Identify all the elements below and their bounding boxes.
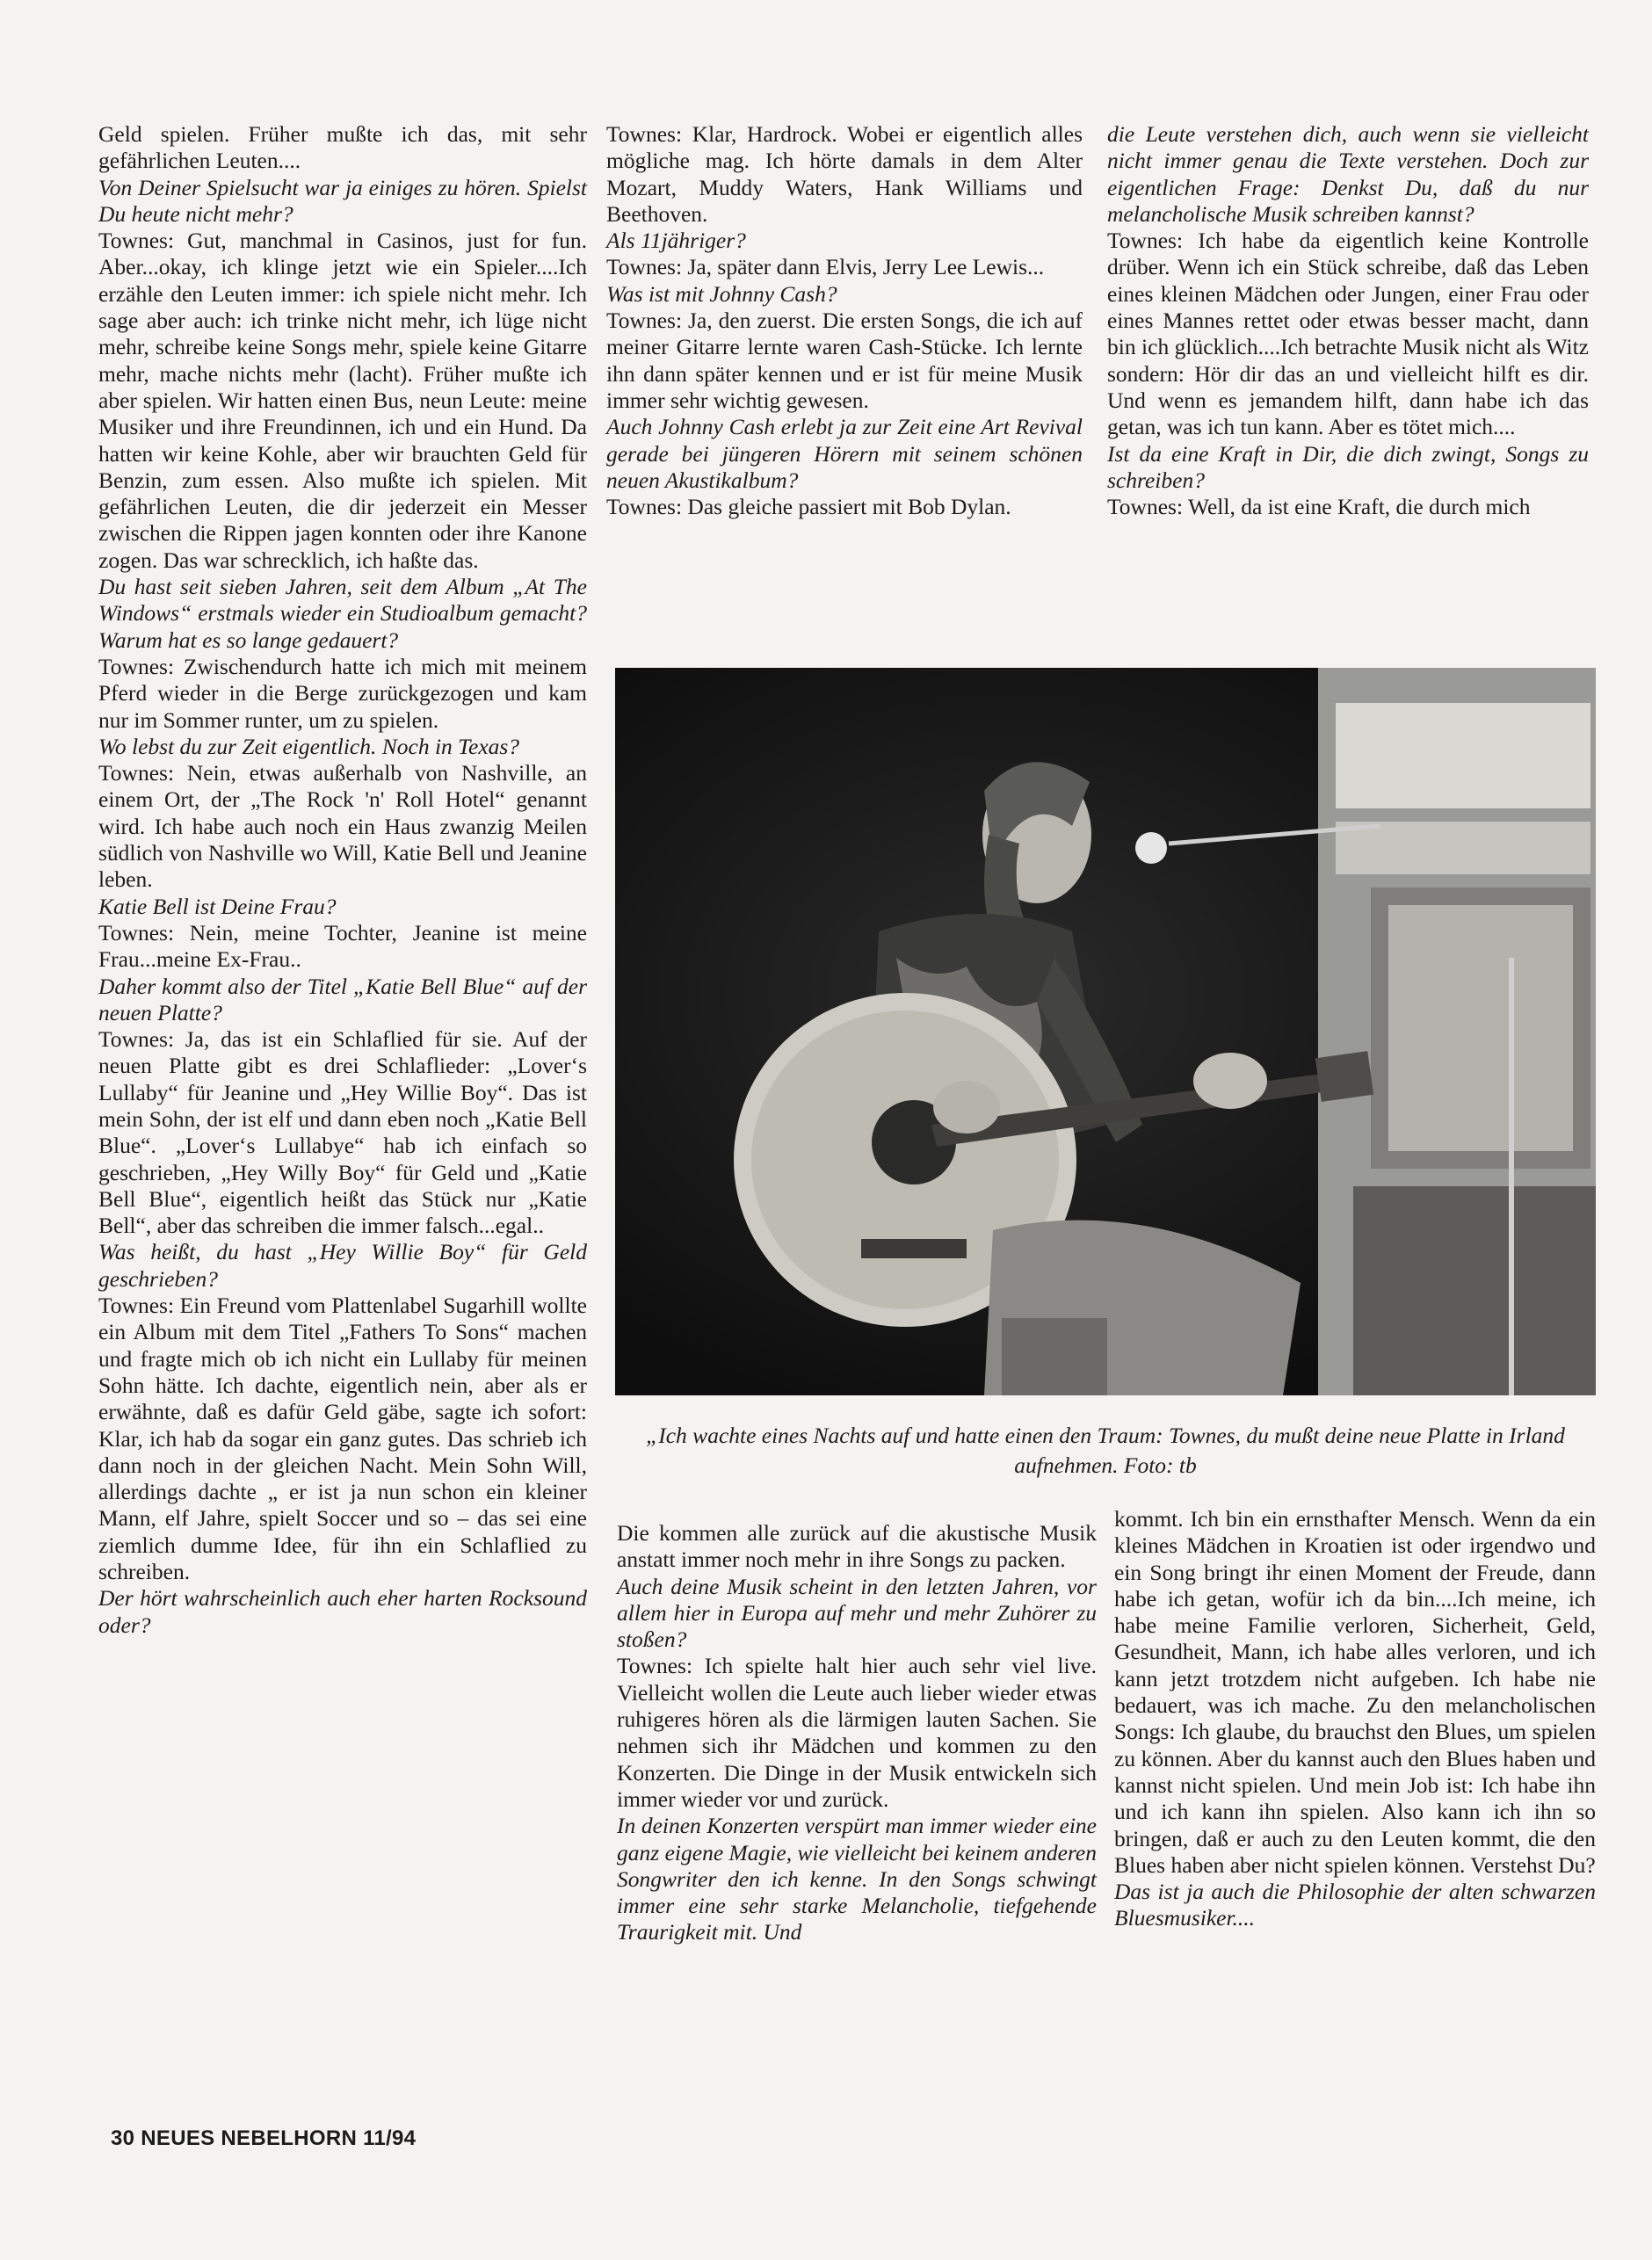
interview-answer: Geld spielen. Früher mußte ich das, mit sehr gefährlichen Leuten.... <box>98 121 587 174</box>
interview-question: Du hast seit sieben Jahren, seit dem Album „At The Windows“ erstmals wieder ein Studioalbum gemacht? Warum hat es so lange gedauert? <box>98 574 587 653</box>
interview-answer: Townes: Nein, etwas außerhalb von Nashville, an einem Ort, der „The Rock 'n' Roll Hotel“ genannt wird. Ich habe auch noch ein Haus zwanzig Meilen südlich von Nashville wo Will, Katie Bell und Jeanine leben. <box>98 760 587 893</box>
interview-question: Das ist ja auch die Philosophie der alten schwarzen Bluesmusiker.... <box>1114 1879 1596 1931</box>
page-footer: 30 NEUES NEBELHORN 11/94 <box>111 2126 417 2150</box>
concert-photo <box>615 668 1596 1395</box>
article-column-5 <box>1114 1506 1596 1932</box>
interview-question: Was ist mit Johnny Cash? <box>606 280 837 307</box>
interview-answer: Townes: Zwischendurch hatte ich mich mit meinem Pferd wieder in die Berge zurückgezogen und kam nur im Sommer runter, um zu spielen. <box>98 653 587 733</box>
interview-question: die Leute verstehen dich, auch wenn sie vielleicht nicht immer genau die Texte verstehen. Doch zur eigentlichen Frage: Denkst Du, daß du nur melancholische Musik schreiben kannst? <box>1107 121 1589 227</box>
interview-answer: Townes: Das gleiche passiert mit Bob Dylan. <box>606 494 1011 520</box>
interview-question: In deinen Konzerten verspürt man immer wieder eine ganz eigene Magie, wie vielleicht bei keinem anderen Songwriter den ich kenne. In den Songs schwingt immer eine sehr starke Melancholie, tiefgehende Traurigkeit mit. Und <box>617 1813 1097 1945</box>
interview-answer: Die kommen alle zurück auf die akustische Musik anstatt immer noch mehr in ihre Songs zu packen. <box>617 1520 1097 1573</box>
interview-question: Auch Johnny Cash erlebt ja zur Zeit eine Art Revival gerade bei jüngeren Hörern mit seinem schönen neuen Akustikalbum? <box>606 414 1083 493</box>
interview-question: Was heißt, du hast „Hey Willie Boy“ für Geld geschrieben? <box>98 1239 587 1292</box>
photo-caption: „Ich wachte eines Nachts auf und hatte einen den Traum: Townes, du mußt deine neue Platte in Irland aufnehmen. Foto: tb <box>646 1423 1565 1478</box>
interview-answer: Townes: Ich habe da eigentlich keine Kontrolle drüber. Wenn ich ein Stück schreibe, daß das Leben eines kleinen Mädchen oder Jungen, einer Frau oder eines Mannes rettet oder etwas besser macht, dann bin ich glücklich....Ich betrachte Musik nicht als Witz sondern: Hör dir das an und vielleicht hilft es dir. Und wenn es jemandem hilft, dann habe ich das getan, was ich tun kann. Aber es tötet mich.... <box>1107 228 1589 440</box>
article-column-1 <box>98 121 587 1639</box>
interview-answer: Townes: Ja, das ist ein Schlaflied für sie. Auf der neuen Platte gibt es drei Schlaflieder: „Lover‘s Lullaby“ für Jeanine und „Hey Willie Boy“. Das ist mein Sohn, der ist elf und dann eben noch „Katie Bell Blue“. „Lover‘s Lullabye“ hab ich einfach so geschrieben, „Hey Willy Boy“ für Geld und „Katie Bell Blue“, eigentlich heißt das Stück nur „Katie Bell“, aber das schreiben die immer falsch...egal.. <box>98 1026 587 1239</box>
interview-question: Ist da eine Kraft in Dir, die dich zwingt, Songs zu schreiben? <box>1107 440 1589 493</box>
interview-question: Daher kommt also der Titel „Katie Bell Blue“ auf der neuen Platte? <box>98 973 587 1025</box>
interview-question: Von Deiner Spielsucht war ja einiges zu hören. Spielst Du heute nicht mehr? <box>98 174 587 227</box>
interview-question: Wo lebst du zur Zeit eigentlich. Noch in Texas? <box>98 733 520 759</box>
article-column-4 <box>617 1520 1097 1946</box>
interview-answer: Townes: Ein Freund vom Plattenlabel Sugarhill wollte ein Album mit dem Titel „Fathers To Sons“ machen und fragte mich ob ich nicht ein Lullaby für meinen Sohn hätte. Ich dachte, eigentlich nein, aber als er erwähnte, daß es dafür Geld gäbe, sagte ich sofort: Klar, ich hab da sogar ein ganz gutes. Das schrieb ich dann noch in der gleichen Nacht. Mein Sohn Will, allerdings dachte „ er ist ja nun schon ein kleiner Mann, elf Jahre, spielt Soccer und so – das sei eine ziemlich dumme Idee, für ihn ein Schlaflied zu schreiben. <box>98 1293 587 1585</box>
interview-answer: Townes: Gut, manchmal in Casinos, just for fun. Aber...okay, ich klinge jetzt wie ein Spieler....Ich erzähle den Leuten immer: ich spiele nicht mehr. Ich sage aber auch: ich trinke nicht mehr, ich lüge nicht mehr, schreibe keine Songs mehr, spiele keine Gitarre mehr, mache nichts mehr (lacht). Früher mußte ich aber spielen. Wir hatten einen Bus, neun Leute: meine Musiker und ihre Freundinnen, ich und ein Hund. Da hatten wir keine Kohle, aber wir brauchten Geld für Benzin, zum essen. Also mußte ich spielen. Mit gefährlichen Leuten, die dir jederzeit ein Messer zwischen die Rippen jagen konnten oder ihre Kanone zogen. Das war schrecklich, ich haßte das. <box>98 228 587 573</box>
interview-answer: Townes: Ja, später dann Elvis, Jerry Lee Lewis... <box>606 254 1045 280</box>
interview-question: Katie Bell ist Deine Frau? <box>98 893 337 919</box>
interview-question: Auch deine Musik scheint in den letzten Jahren, vor allem hier in Europa auf mehr und mehr Zuhörer zu stoßen? <box>617 1573 1097 1653</box>
interview-question: Der hört wahrscheinlich auch eher harten Rocksound oder? <box>98 1585 587 1638</box>
interview-answer: Townes: Ja, den zuerst. Die ersten Songs, die ich auf meiner Gitarre lernte waren Cash-Stücke. Ich lernte ihn dann später kennen und er ist für meine Musik immer sehr wichtig gewesen. <box>606 308 1083 413</box>
interview-question: Als 11jähriger? <box>606 228 746 254</box>
article-column-3 <box>1107 121 1589 520</box>
interview-answer: Townes: Nein, meine Tochter, Jeanine ist meine Frau...meine Ex-Frau.. <box>98 919 587 973</box>
article-column-2 <box>606 121 1083 520</box>
interview-answer: Townes: Ich spielte halt hier auch sehr viel live. Vielleicht wollen die Leute auch lieber wieder etwas ruhigeres hören als die lärmigen lauten Sachen. Sie nehmen sich ihr Mädchen und kommen zu den Konzerten. Die Dinge in der Musik entwickeln sich immer wieder vor und zurück. <box>617 1653 1097 1812</box>
interview-answer: Townes: Klar, Hardrock. Wobei er eigentlich alles mögliche mag. Ich hörte damals in dem Alter Mozart, Muddy Waters, Hank Williams und Beethoven. <box>606 121 1083 227</box>
interview-answer: kommt. Ich bin ein ernsthafter Mensch. Wenn da ein kleines Mädchen in Kroatien ist oder irgendwo und ein Song bringt ihr einen Moment der Freude, dann habe ich getan, wofür ich da bin....Ich meine, ich habe meine Familie verloren, Sicherheit, Geld, Gesundheit, Mann, ich habe alles verloren, und ich kann jetzt trotzdem nicht aufgeben. Ich habe nie bedauert, was ich mache. Zu den melancholischen Songs: Ich glaube, du brauchst den Blues, um spielen zu können. Aber du kannst auch den Blues haben und kannst nicht spielen. Und mein Job ist: Ich habe ihn und ich kann ihn spielen. Also kann ich ihn so bringen, daß er auch zu den Leuten kommt, die den Blues haben aber nicht spielen können. Verstehst Du? <box>1114 1506 1596 1878</box>
interview-answer: Townes: Well, da ist eine Kraft, die durch mich <box>1107 494 1531 520</box>
